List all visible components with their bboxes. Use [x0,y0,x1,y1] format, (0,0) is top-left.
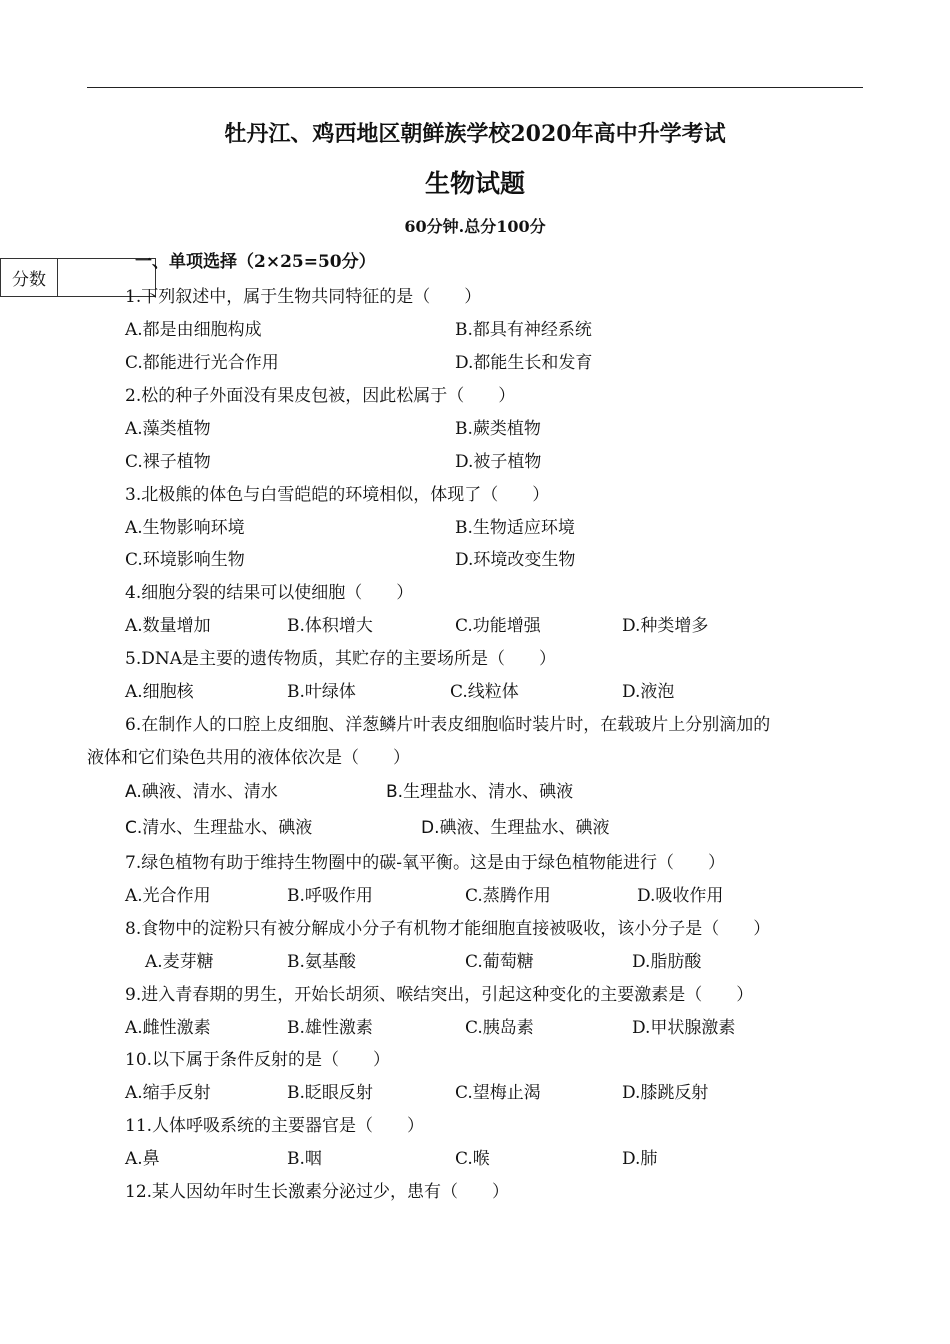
question-stem: 8.食物中的淀粉只有被分解成小分子有机物才能细胞直接被吸收，该小分子是（ ） [125,919,771,939]
option: C.都能进行光合作用 [125,353,279,373]
exam-title: 牡丹江、鸡西地区朝鲜族学校2020年高中升学考试 [224,121,726,147]
option: B.生物适应环境 [455,518,575,538]
question-stem: 11.人体呼吸系统的主要器官是（ ） [125,1116,425,1136]
option: B.叶绿体 [287,682,356,702]
question-stem: 2.松的种子外面没有果皮包被，因此松属于（ ） [125,386,516,406]
question-stem: 10.以下属于条件反射的是（ ） [125,1050,391,1070]
option: C.裸子植物 [125,452,211,472]
option: A.雌性激素 [125,1018,211,1038]
option: C.线粒体 [450,682,519,702]
option: D.膝跳反射 [622,1083,709,1103]
option: B.眨眼反射 [287,1083,373,1103]
option: A.都是由细胞构成 [125,320,262,340]
option: D.碘液、生理盐水、碘液 [421,818,610,838]
option: A.光合作用 [125,886,211,906]
question-stem: 3.北极熊的体色与白雪皑皑的环境相似，体现了（ ） [125,485,550,505]
option: A.数量增加 [125,616,211,636]
option: D.都能生长和发育 [455,353,593,373]
option: C.功能增强 [455,616,541,636]
option: D.脂肪酸 [632,952,702,972]
section-heading: 一、单项选择（2×25=50分） [135,252,376,272]
question-stem: 7.绿色植物有助于维持生物圈中的碳-氧平衡。这是由于绿色植物能进行（ ） [125,853,725,873]
option: B.咽 [287,1149,322,1169]
option: D.液泡 [622,682,675,702]
option: C.清水、生理盐水、碘液 [125,818,313,838]
top-rule [87,87,863,88]
question-stem: 6.在制作人的口腔上皮细胞、洋葱鳞片叶表皮细胞临时装片时，在载玻片上分别滴加的 [125,715,771,735]
option: D.环境改变生物 [455,550,576,570]
option: D.被子植物 [455,452,542,472]
exam-subtitle: 生物试题 [424,169,525,198]
option: C.蒸腾作用 [465,886,551,906]
option: B.体积增大 [287,616,373,636]
option: B.蕨类植物 [455,419,541,439]
option: B.生理盐水、清水、碘液 [386,782,574,802]
option: A.细胞核 [125,682,194,702]
question-stem: 5.DNA是主要的遗传物质，其贮存的主要场所是（ ） [125,649,557,669]
option: A.碘液、清水、清水 [125,782,278,802]
option: B.氨基酸 [287,952,356,972]
option: C.环境影响生物 [125,550,245,570]
option: A.缩手反射 [125,1083,211,1103]
question-stem: 9.进入青春期的男生，开始长胡须、喉结突出，引起这种变化的主要激素是（ ） [125,985,754,1005]
option: D.吸收作用 [637,886,724,906]
question-stem-continued: 液体和它们染色共用的液体依次是（ ） [87,748,410,768]
option: B.都具有神经系统 [455,320,592,340]
option: C.望梅止渴 [455,1083,541,1103]
option: C.喉 [455,1149,490,1169]
option: C.葡萄糖 [465,952,534,972]
option: A.鼻 [125,1149,160,1169]
question-stem: 12.某人因幼年时生长激素分泌过少，患有（ ） [125,1182,510,1202]
option: B.雄性激素 [287,1018,373,1038]
option: D.甲状腺激素 [632,1018,736,1038]
option: C.胰岛素 [465,1018,534,1038]
question-stem: 4.细胞分裂的结果可以使细胞（ ） [125,583,414,603]
option: A.藻类植物 [125,419,211,439]
exam-meta: 60分钟.总分100分 [404,217,546,236]
option: A.生物影响环境 [125,518,245,538]
score-label: 分数 [1,259,58,296]
option: D.肺 [622,1149,658,1169]
option: A.麦芽糖 [145,952,214,972]
option: D.种类增多 [622,616,709,636]
option: B.呼吸作用 [287,886,373,906]
question-stem: 1.下列叙述中，属于生物共同特征的是（ ） [125,287,482,307]
